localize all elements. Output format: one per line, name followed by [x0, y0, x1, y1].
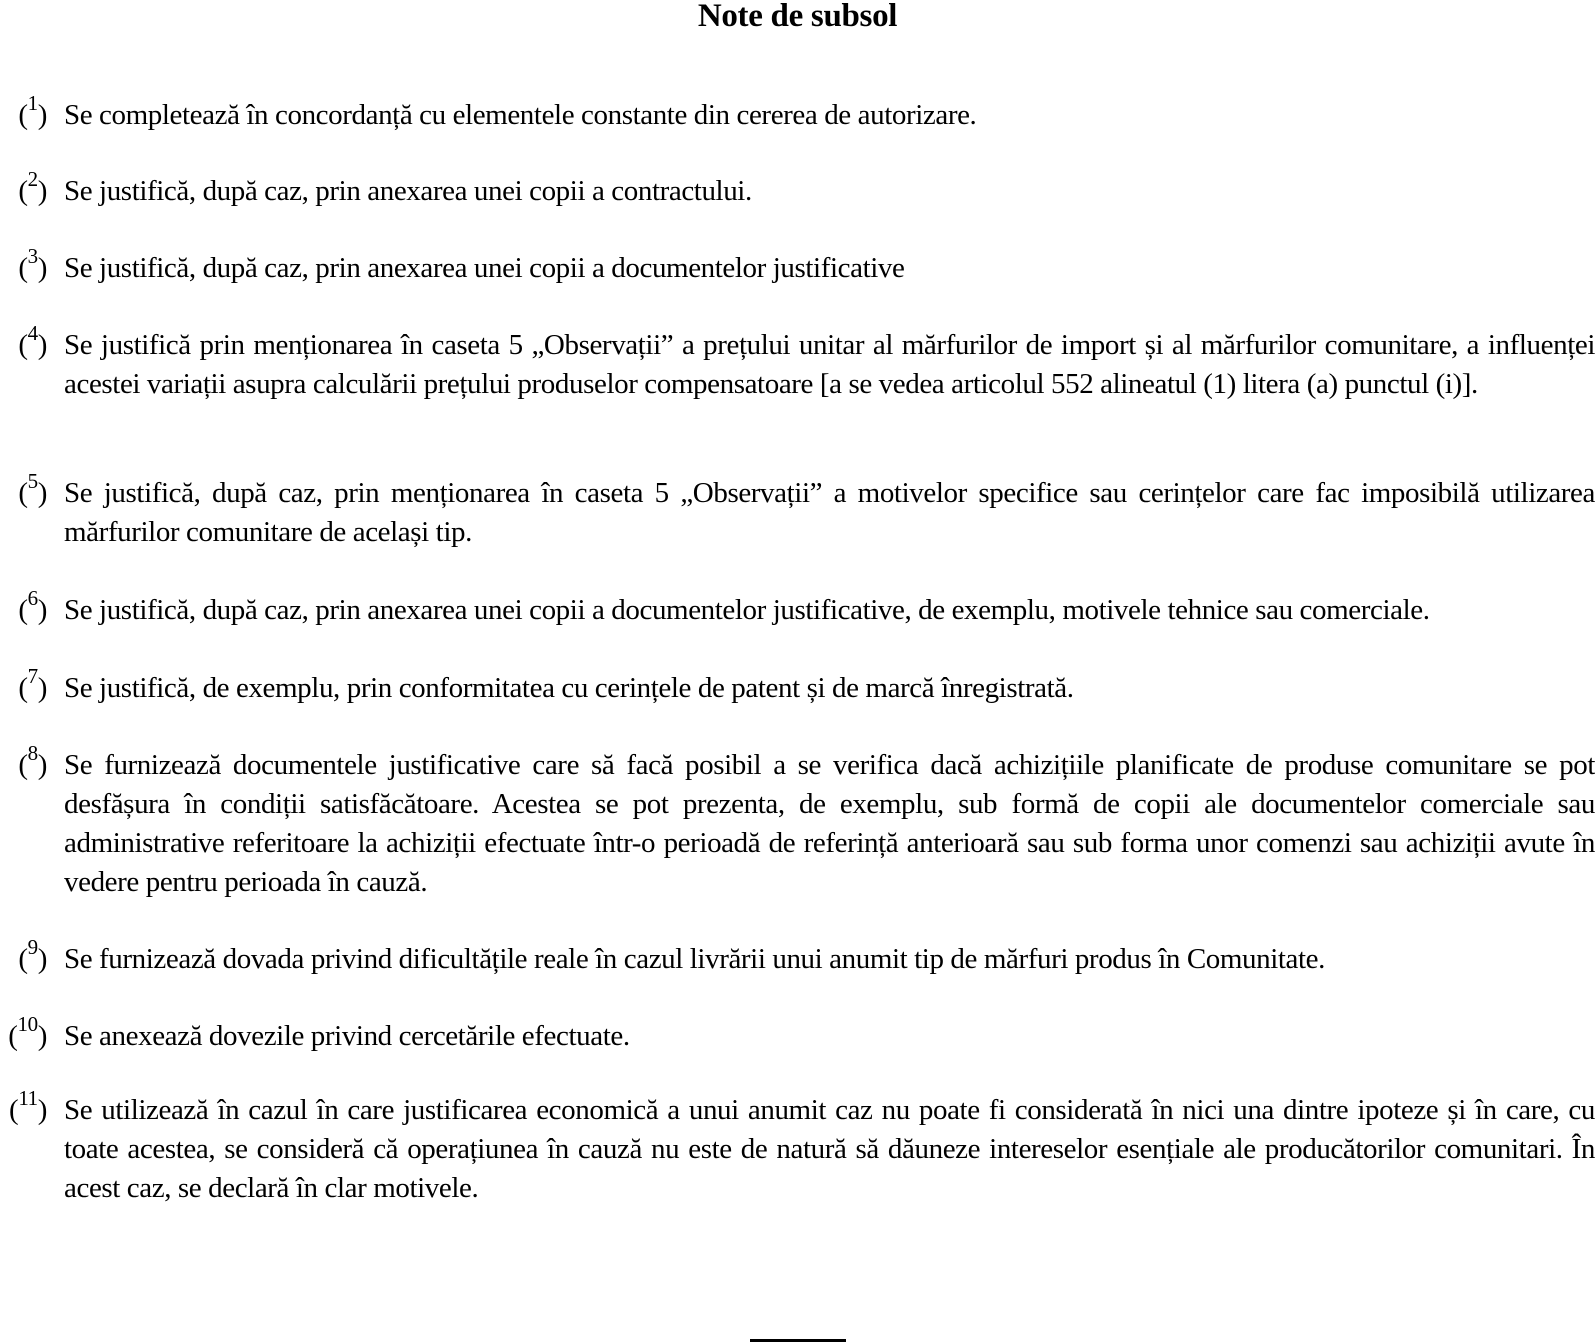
footnote-text: Se completează în concordanță cu elementele constante din cererea de autorizare. — [64, 99, 977, 131]
footnote-text: Se justifică, după caz, prin anexarea unei copii a contractului. — [64, 175, 752, 207]
footnote-text: Se justifică, după caz, prin anexarea unei copii a documentelor justificative, de exemplu, motivele tehnice sau comerciale. — [64, 594, 1430, 626]
footnote-marker: ($^9$) — [18, 935, 47, 975]
footnote-text: Se utilizează în cazul în care justificarea economică a unui anumit caz nu poate fi considerată în nici una dintre ipoteze și în care, cu toate acestea, se consideră că operațiunea în cauză nu este de natură să dăuneze intereselor esențiale ale producătorilor comunitari. În acest caz, se declară în clar motivele. — [64, 1094, 1595, 1204]
footnote-marker: ($^2$) — [18, 167, 47, 207]
footnote-marker: ($^6$) — [18, 586, 47, 626]
footnote-number: 4 — [27, 321, 38, 346]
footnote-marker: ($^{11}$) — [9, 1086, 47, 1126]
page-title: Note de subsol — [697, 0, 898, 34]
footnote-number: 6 — [27, 586, 38, 611]
footnote-number: 1 — [27, 91, 38, 116]
footnote-text: Se justifică prin menționarea în caseta 5 „Observații” a prețului unitar al mărfurilor de import și al mărfurilor comunitare, a influenței acestei variații asupra calculării prețului produselor compensatoare [a se vedea articolul 552 alineatul (1) litera (a) punctul (i)]. — [64, 329, 1595, 400]
footnote-text: Se justifică, după caz, prin anexarea unei copii a documentelor justificative — [64, 252, 905, 284]
footnote-text: Se justifică, după caz, prin menționarea în caseta 5 „Observații” a motivelor specifice sau cerințelor care fac imposibilă utilizarea mărfurilor comunitare de același tip. — [64, 477, 1595, 548]
footnote-marker: ($^1$) — [18, 91, 47, 131]
footnote-text: Se furnizează documentele justificative care să facă posibil a se verifica dacă achizițiile planificate de produse comunitare se pot desfășura în condiții satisfăcătoare. Acestea se pot prezenta, de exemplu, sub formă de copii ale documentelor comerciale sau administrative referitoare la achiziții efectuate într-o perioadă de referință anterioară sau sub forma unor comenzi sau achiziții avute în vedere pentru perioada în cauză. — [64, 749, 1595, 898]
footnote-number: 5 — [27, 469, 38, 494]
footnote-marker: ($^7$) — [18, 664, 47, 704]
footnote-number: 8 — [27, 741, 38, 766]
footnote-marker: ($^4$) — [18, 321, 47, 361]
footnote-text: Se justifică, de exemplu, prin conformitatea cu cerințele de patent și de marcă înregistrată. — [64, 672, 1074, 704]
footnote-number: 7 — [27, 664, 38, 689]
footnote-number: 3 — [27, 244, 38, 269]
footnote-number: 11 — [18, 1086, 38, 1111]
footnote-number: 2 — [27, 167, 38, 192]
footnote-marker: ($^3$) — [18, 244, 47, 284]
footnote-number: 9 — [27, 935, 38, 960]
footnote-marker: ($^{10}$) — [8, 1012, 47, 1052]
footnote-text: Se furnizează dovada privind dificultățile reale în cazul livrării unui anumit tip de mărfuri produs în Comunitate. — [64, 943, 1325, 975]
footnote-text: Se anexează dovezile privind cercetările efectuate. — [64, 1020, 630, 1052]
footnote-number: 10 — [17, 1012, 38, 1037]
footnote-marker: ($^5$) — [18, 469, 47, 509]
footnote-marker: ($^8$) — [18, 741, 47, 781]
